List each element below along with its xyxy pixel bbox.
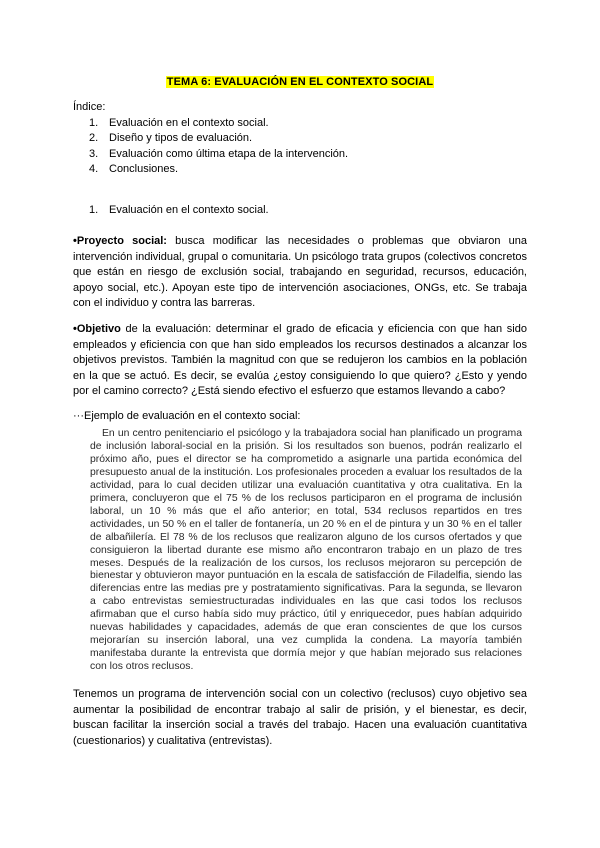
example-heading: ···Ejemplo de evaluación en el contexto social: xyxy=(73,410,301,422)
index-item: 1. Evaluación en el contexto social. xyxy=(89,116,269,129)
index-item: 3. Evaluación como última etapa de la intervención. xyxy=(89,147,349,160)
page-title: TEMA 6: EVALUACIÓN EN EL CONTEXTO SOCIAL xyxy=(166,76,434,88)
conclusion-paragraph: Tenemos un programa de intervención social con un colectivo (reclusos) cuyo objetivo sea aumentar la posibilidad de encontrar trabajo al salir de prisión, y el bienestar, es decir, buscan facilitar la inserción social a través del trabajo. Hacen una evaluación cuantitativa (cuestionarios) y cualitativa (entrevistas). xyxy=(73,688,527,747)
index-list xyxy=(73,116,527,178)
index-item: 4. Conclusiones. xyxy=(89,163,179,175)
index-heading: Índice: xyxy=(73,101,106,113)
index-item: 2. Diseño y tipos de evaluación. xyxy=(89,132,253,144)
objetivo-paragraph: •Objetivo de la evaluación: determinar el grado de eficacia y eficiencia con que han sido empleados y eficiencia con que han sido empleados los recursos destinados a alcanzar los objetivos previstos. También la magnitud con que se redujeron los cambios en la población en la que se actuó. Es decir, se evalúa ¿estoy consiguiendo lo que quiero? ¿Esto y yendo por el camino correcto? ¿Está siendo efectivo el esfuerzo que estamos llevando a cabo? xyxy=(73,323,527,397)
index-section xyxy=(73,100,527,178)
proyecto-label: •Proyecto social: xyxy=(73,235,167,247)
example-quote: En un centro penitenciario el psicólogo y la trabajadora social han planificado un programa de inclusión laboral-social en la prisión. Si los resultados son buenos, podrán realizarlo el próximo año, pues el director se ha comprometido a asignarle una partida económica del presupuesto anual de la institución. Los profesionales proceden a evaluar los resultados de la actividad, para lo cual deciden utilizar una evaluación cuantitativa y otra cualitativa. En la primera, concluyeron que el 75 % de los reclusos participaron en el programa de inclusión laboral, un 10 % más que el año anterior; en total, 534 reclusos repartidos en tres actividades, un 50 % en el taller de fontanería, un 20 % en el de pintura y un 30 % en el taller de albañilería. El 78 % de los reclusos que realizaron alguno de los cursos ofertados y que consiguieron la libertad durante ese mismo año encontraron trabajo en un plazo de tres meses. Después de la realización de los cursos, los reclusos mejoraron su percepción de bienestar y obtuvieron mayor puntuación en la escala de satisfacción de Filadelfia, siendo las diferencias entre las medias pre y postratamiento significativas. Para la segunda, se llevaron a cabo entrevistas semiestructuradas individuales en las que casi todos los reclusos afirmaban que el curso había sido muy práctico, útil y enriquecedor, pues habían adquirido nuevas habilidades y capacidades, además de que eran conscientes de que los cursos mejorarían su inserción laboral, una vez cumplida la condena. La mayoría también manifestaba durante la entrevista que dormía mejor y que habían mejorado sus relaciones con los otros reclusos. xyxy=(90,428,522,673)
proyecto-social-paragraph: •Proyecto social: busca modificar las necesidades o problemas que obviaron una intervención individual, grupal o comunitaria. Un psicólogo trata grupos (colectivos concretos que están en riesgo de exclusión social, trabajando en seguridad, recursos, educación, apoyo social, etc.). Apoyan este tipo de intervención asociaciones, ONGs, etc. Se trabaja con el individuo y contra las barreras. xyxy=(73,235,527,309)
section-heading: 1. Evaluación en el contexto social. xyxy=(89,204,269,216)
objetivo-label: •Objetivo xyxy=(73,323,121,335)
